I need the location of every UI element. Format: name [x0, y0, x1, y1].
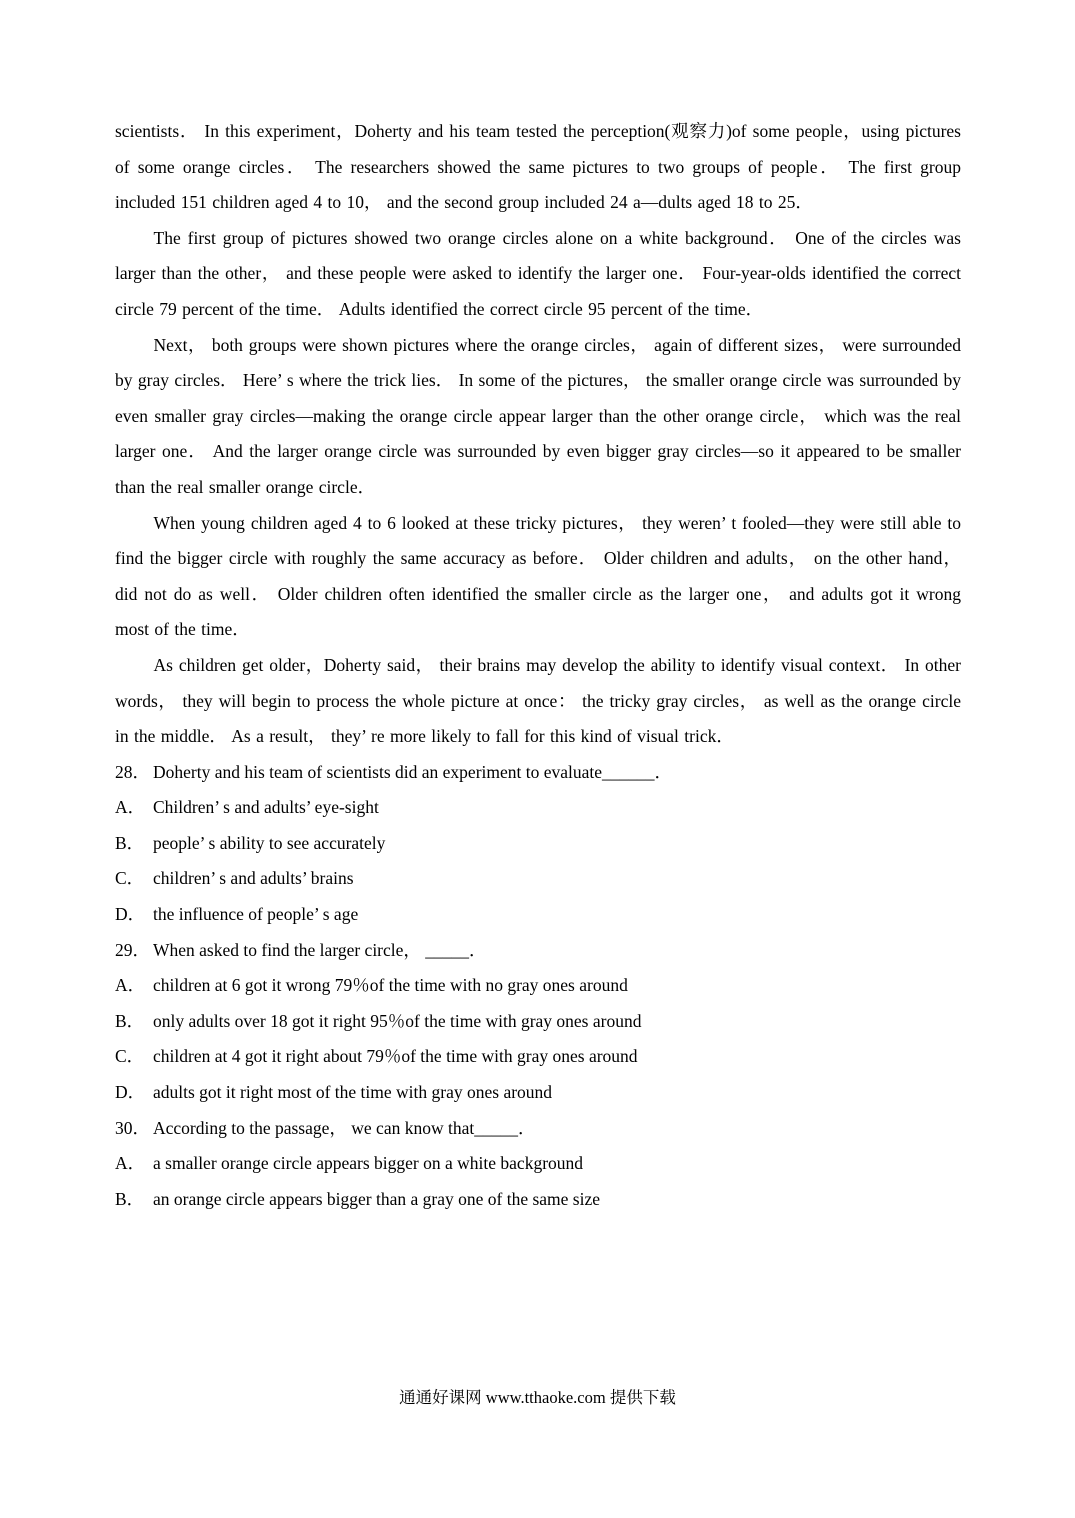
question-30 [115, 1111, 961, 1218]
question-28-stem-text: Doherty and his team of scientists did an experiment to evaluate______． [153, 761, 673, 782]
question-30-number: 30． [115, 1117, 150, 1138]
option-b-label: B． [115, 1010, 145, 1031]
reading-passage [115, 114, 961, 1217]
option-c-label: C． [115, 1046, 145, 1067]
question-28-option-d [115, 897, 961, 933]
passage-paragraph-4: When young children aged 4 to 6 looked at these tricky pictures， they weren’ t fooled—they were still able to find the bigger circle with roughly the same accuracy as before． Older children and adults， on the other hand， did not do as well． Older children often identified the smaller circle as the larger one， and adults got it wrong most of the time． [115, 512, 961, 640]
option-d-text: adults got it right most of the time with gray ones around [153, 1082, 553, 1103]
question-29-option-d [115, 1075, 961, 1111]
option-a-label: A． [115, 1153, 146, 1174]
question-28-option-b [115, 826, 961, 862]
question-29-option-c [115, 1039, 961, 1075]
page-footer-watermark: 通通好课网 www.tthaoke.com 提供下载 [399, 1388, 676, 1407]
option-d-label: D． [115, 904, 146, 925]
passage-paragraph-3: Next， both groups were shown pictures where the orange circles， again of different sizes， were surrounded by gray circles． Here’ s where the trick lies． In some of the pictures， the smaller orange circle was surrounded by even smaller gray circles—making the orange circle appear larger than the other orange circle， which was the real larger one． And the larger orange circle was surrounded by even bigger gray circles—so it appeared to be smaller than the real smaller orange circle． [115, 334, 961, 497]
option-d-text: the influence of people’ s age [153, 904, 359, 925]
option-c-text: children’ s and adults’ brains [153, 868, 354, 889]
question-30-stem [115, 1111, 961, 1147]
question-29-option-a [115, 968, 961, 1004]
question-28 [115, 755, 961, 933]
question-28-option-c [115, 861, 961, 897]
option-c-label: C． [115, 868, 145, 889]
question-29-number: 29． [115, 939, 150, 960]
question-29-stem-text: When asked to find the larger circle， _____． [153, 939, 487, 960]
option-b-label: B． [115, 1188, 145, 1209]
option-c-text: children at 4 got it right about 79％of the time with gray ones around [153, 1046, 638, 1067]
passage-paragraph-1: scientists． In this experiment，Doherty and his team tested the perception(观察力)of some people，using pictures of some orange circles． The researchers showed the same pictures to two groups of people． The first group included 151 children aged 4 to 10， and the second group included 24 a—dults aged 18 to 25． [115, 121, 961, 213]
option-b-text: people’ s ability to see accurately [153, 832, 386, 853]
option-a-text: a smaller orange circle appears bigger on a white background [153, 1153, 584, 1174]
option-a-text: children at 6 got it wrong 79％of the time with no gray ones around [153, 975, 628, 996]
option-a-text: Children’ s and adults’ eye-sight [153, 797, 379, 818]
option-b-text: an orange circle appears bigger than a gray one of the same size [153, 1188, 601, 1209]
passage-paragraph-5: As children get older，Doherty said， their brains may develop the ability to identify visual context． In other words， they will begin to process the whole picture at once： the tricky gray circles， as well as the orange circle in the middle． As a result， they’ re more likely to fall for this kind of visual trick． [115, 654, 961, 747]
option-b-text: only adults over 18 got it right 95％of the time with gray ones around [153, 1010, 642, 1031]
question-28-option-a [115, 790, 961, 826]
option-a-label: A． [115, 975, 146, 996]
question-29-stem [115, 933, 961, 969]
question-30-option-a [115, 1146, 961, 1182]
question-28-stem [115, 755, 961, 791]
question-29 [115, 933, 961, 1111]
question-29-option-b [115, 1004, 961, 1040]
option-a-label: A． [115, 797, 146, 818]
question-28-number: 28． [115, 761, 150, 782]
question-30-stem-text: According to the passage， we can know that_____． [153, 1117, 536, 1138]
question-30-option-b [115, 1182, 961, 1218]
option-b-label: B． [115, 832, 145, 853]
option-d-label: D． [115, 1082, 146, 1103]
passage-paragraph-2: The first group of pictures showed two orange circles alone on a white background． One of the circles was larger than the other， and these people were asked to identify the larger one． Four-year-olds identified the correct circle 79 percent of the time． Adults identified the correct circle 95 percent of the time． [115, 227, 961, 319]
